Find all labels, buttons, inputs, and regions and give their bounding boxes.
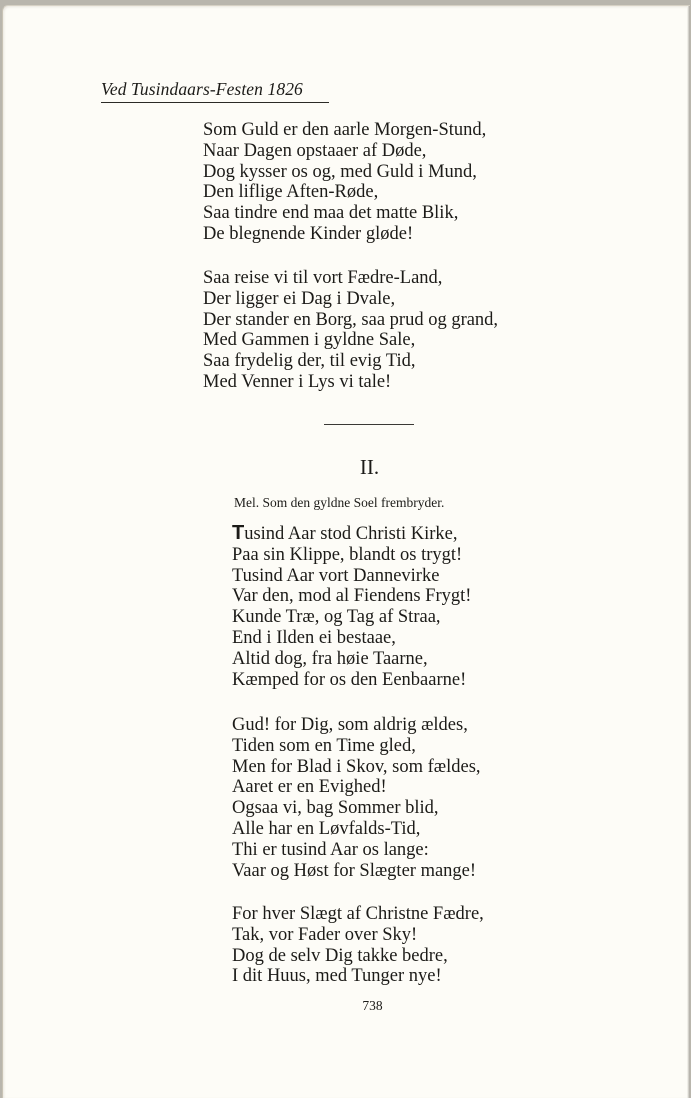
verse-line: Saa frydelig der, til evig Tid,	[203, 351, 416, 372]
page-edge-shadow	[687, 6, 690, 1098]
verse-line: Paa sin Klippe, blandt os trygt!	[232, 544, 463, 565]
verse-line: I dit Huus, med Tunger nye!	[232, 966, 442, 987]
verse-line: Kunde Træ, og Tag af Straa,	[232, 607, 441, 628]
stanza-3	[232, 523, 471, 690]
verse-line: Saa tindre end maa det matte Blik,	[203, 203, 459, 224]
verse-line: Aaret er en Evighed!	[232, 777, 387, 798]
section-number: II.	[359, 455, 380, 479]
verse-line: Dog kysser os og, med Guld i Mund,	[203, 161, 477, 182]
verse-line: Alle har en Løvfalds-Tid,	[232, 818, 421, 839]
verse-line: Naar Dagen opstaaer af Døde,	[203, 140, 427, 161]
verse-line: Altid dog, fra høie Taarne,	[232, 648, 428, 669]
verse-line: Saa reise vi til vort Fædre-Land,	[203, 268, 443, 288]
verse-line: Thi er tusind Aar os lange:	[232, 839, 429, 860]
verse-line: Var den, mod al Fiendens Frygt!	[232, 586, 472, 607]
verse-line: Kæmped for os den Eenbaarne!	[232, 669, 467, 690]
verse-line-first	[232, 523, 471, 545]
melody-note: Mel. Som den gyldne Soel frembryder.	[234, 495, 445, 510]
verse-line-rest: usind Aar stod Christi Kirke,	[244, 524, 458, 544]
drop-cap: T	[232, 522, 245, 544]
verse-line: End i Ilden ei bestaae,	[232, 627, 396, 648]
verse-line: Med Gammen i gyldne Sale,	[203, 330, 416, 351]
verse-line: Tak, vor Fader over Sky!	[232, 924, 418, 945]
verse-line: Med Venner i Lys vi tale!	[203, 371, 392, 392]
verse-line: For hver Slægt af Christne Fædre,	[232, 904, 484, 924]
verse-line: Dog de selv Dig takke bedre,	[232, 945, 448, 966]
stanza-4	[232, 715, 481, 881]
verse-line: Vaar og Høst for Slægter mange!	[232, 860, 477, 881]
verse-line: Der stander en Borg, saa prud og grand,	[203, 309, 499, 330]
verse-line: Der ligger ei Dag i Dvale,	[203, 288, 396, 309]
section-divider	[324, 424, 414, 425]
verse-line: Gud! for Dig, som aldrig ældes,	[232, 715, 468, 735]
verse-line: Tusind Aar vort Dannevirke	[232, 565, 440, 586]
verse-line: Men for Blad i Skov, som fældes,	[232, 756, 481, 777]
stanza-2	[203, 268, 498, 393]
stanza-1	[203, 120, 486, 245]
verse-line: Tiden som en Time gled,	[232, 735, 416, 756]
verse-line: Den liflige Aften-Røde,	[203, 182, 379, 203]
verse-line: Ogsaa vi, bag Sommer blid,	[232, 798, 439, 819]
stanza-5	[232, 904, 484, 987]
book-page	[2, 5, 690, 1098]
page-number: 738	[362, 998, 383, 1013]
running-head: Ved Tusindaars-Festen 1826	[101, 78, 329, 103]
verse-line: De blegnende Kinder gløde!	[203, 223, 414, 244]
verse-line: Som Guld er den aarle Morgen-Stund,	[203, 120, 487, 140]
